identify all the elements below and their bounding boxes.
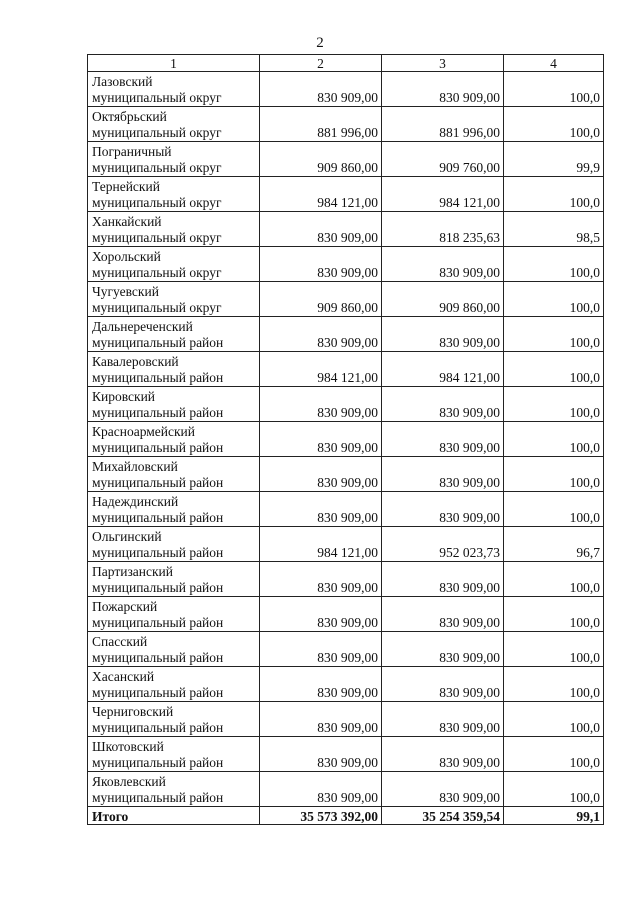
municipality-type: муниципальный округ <box>92 230 222 245</box>
municipality-name-cell <box>88 177 260 212</box>
municipality-type: муниципальный округ <box>92 125 222 140</box>
municipality-type: муниципальный район <box>92 580 224 595</box>
percent-cell: 100,0 <box>504 772 604 807</box>
plan-amount-cell: 830 909,00 <box>260 492 382 527</box>
municipality-name: Михайловский <box>92 459 178 474</box>
table-row <box>88 632 604 667</box>
table-header <box>88 55 604 72</box>
municipality-name: Яковлевский <box>92 774 166 789</box>
municipality-name: Кавалеровский <box>92 354 179 369</box>
fact-amount-cell: 984 121,00 <box>382 352 504 387</box>
fact-amount-cell: 830 909,00 <box>382 492 504 527</box>
fact-amount-cell: 830 909,00 <box>382 457 504 492</box>
table-row <box>88 72 604 107</box>
percent-cell: 100,0 <box>504 317 604 352</box>
percent-cell: 100,0 <box>504 597 604 632</box>
table-row <box>88 667 604 702</box>
municipality-name-cell <box>88 317 260 352</box>
municipality-type: муниципальный район <box>92 370 224 385</box>
plan-amount-cell: 830 909,00 <box>260 457 382 492</box>
fact-amount-cell: 830 909,00 <box>382 562 504 597</box>
fact-amount-cell: 830 909,00 <box>382 597 504 632</box>
municipality-name: Спасский <box>92 634 148 649</box>
fact-amount-cell: 830 909,00 <box>382 737 504 772</box>
table-row <box>88 562 604 597</box>
table-row <box>88 282 604 317</box>
fact-amount-cell: 830 909,00 <box>382 632 504 667</box>
municipality-name-cell <box>88 352 260 387</box>
percent-cell: 100,0 <box>504 632 604 667</box>
plan-amount-cell: 909 860,00 <box>260 142 382 177</box>
plan-amount-cell: 984 121,00 <box>260 352 382 387</box>
fact-amount-cell: 830 909,00 <box>382 702 504 737</box>
table-row <box>88 422 604 457</box>
municipality-type: муниципальный район <box>92 475 224 490</box>
table-row <box>88 597 604 632</box>
table-body <box>88 72 604 825</box>
fact-amount-cell: 984 121,00 <box>382 177 504 212</box>
municipality-type: муниципальный округ <box>92 265 222 280</box>
percent-cell: 96,7 <box>504 527 604 562</box>
percent-cell: 100,0 <box>504 737 604 772</box>
municipality-name: Черниговский <box>92 704 174 719</box>
table-row <box>88 177 604 212</box>
header-row <box>88 55 604 72</box>
fact-amount-cell: 909 860,00 <box>382 282 504 317</box>
percent-cell: 100,0 <box>504 247 604 282</box>
table-row <box>88 212 604 247</box>
fact-amount-cell: 830 909,00 <box>382 667 504 702</box>
municipality-type: муниципальный район <box>92 720 224 735</box>
municipality-name: Октябрьский <box>92 109 167 124</box>
fact-amount-cell: 830 909,00 <box>382 72 504 107</box>
plan-amount-cell: 830 909,00 <box>260 212 382 247</box>
table-row <box>88 527 604 562</box>
total-plan: 35 573 392,00 <box>260 807 382 825</box>
municipality-name-cell <box>88 527 260 562</box>
municipality-type: муниципальный район <box>92 405 224 420</box>
plan-amount-cell: 830 909,00 <box>260 632 382 667</box>
plan-amount-cell: 830 909,00 <box>260 387 382 422</box>
fact-amount-cell: 909 760,00 <box>382 142 504 177</box>
municipality-name-cell <box>88 457 260 492</box>
municipality-name-cell <box>88 737 260 772</box>
municipality-name: Ольгинский <box>92 529 162 544</box>
plan-amount-cell: 830 909,00 <box>260 562 382 597</box>
header-col-1: 1 <box>88 55 260 72</box>
municipality-type: муниципальный район <box>92 510 224 525</box>
municipality-name-cell <box>88 667 260 702</box>
municipality-name: Тернейский <box>92 179 160 194</box>
municipality-name-cell <box>88 702 260 737</box>
fact-amount-cell: 952 023,73 <box>382 527 504 562</box>
municipality-name: Хорольский <box>92 249 161 264</box>
municipality-name: Хасанский <box>92 669 155 684</box>
percent-cell: 100,0 <box>504 282 604 317</box>
table-row <box>88 702 604 737</box>
fact-amount-cell: 818 235,63 <box>382 212 504 247</box>
municipality-name-cell <box>88 72 260 107</box>
municipality-name-cell <box>88 282 260 317</box>
municipality-type: муниципальный район <box>92 685 224 700</box>
municipality-name-cell <box>88 107 260 142</box>
fact-amount-cell: 830 909,00 <box>382 247 504 282</box>
percent-cell: 100,0 <box>504 72 604 107</box>
plan-amount-cell: 830 909,00 <box>260 702 382 737</box>
municipality-type: муниципальный район <box>92 335 224 350</box>
table-row <box>88 387 604 422</box>
municipality-type: муниципальный округ <box>92 300 222 315</box>
municipality-type: муниципальный район <box>92 755 224 770</box>
municipality-name-cell <box>88 212 260 247</box>
municipality-name-cell <box>88 387 260 422</box>
table-row <box>88 492 604 527</box>
municipality-name-cell <box>88 632 260 667</box>
fact-amount-cell: 830 909,00 <box>382 422 504 457</box>
percent-cell: 100,0 <box>504 387 604 422</box>
percent-cell: 100,0 <box>504 667 604 702</box>
header-col-2: 2 <box>260 55 382 72</box>
municipality-name-cell <box>88 492 260 527</box>
total-fact: 35 254 359,54 <box>382 807 504 825</box>
page-number: 2 <box>316 35 324 51</box>
municipality-name: Дальнереченский <box>92 319 193 334</box>
municipality-name-cell <box>88 597 260 632</box>
municipality-name: Партизанский <box>92 564 173 579</box>
total-percent: 99,1 <box>504 807 604 825</box>
percent-cell: 100,0 <box>504 177 604 212</box>
plan-amount-cell: 830 909,00 <box>260 422 382 457</box>
plan-amount-cell: 830 909,00 <box>260 737 382 772</box>
municipality-type: муниципальный район <box>92 615 224 630</box>
plan-amount-cell: 830 909,00 <box>260 772 382 807</box>
municipality-name: Красноармейский <box>92 424 196 439</box>
fact-amount-cell: 830 909,00 <box>382 772 504 807</box>
table-row <box>88 142 604 177</box>
municipality-name: Чугуевский <box>92 284 159 299</box>
table-row <box>88 457 604 492</box>
municipality-type: муниципальный округ <box>92 195 222 210</box>
fact-amount-cell: 830 909,00 <box>382 387 504 422</box>
municipality-name-cell <box>88 772 260 807</box>
municipality-type: муниципальный район <box>92 440 224 455</box>
plan-amount-cell: 830 909,00 <box>260 72 382 107</box>
plan-amount-cell: 984 121,00 <box>260 527 382 562</box>
table-row <box>88 352 604 387</box>
municipality-name: Лазовский <box>92 74 153 89</box>
plan-amount-cell: 909 860,00 <box>260 282 382 317</box>
percent-cell: 100,0 <box>504 352 604 387</box>
table-row <box>88 737 604 772</box>
header-col-3: 3 <box>382 55 504 72</box>
percent-cell: 99,9 <box>504 142 604 177</box>
table-row <box>88 772 604 807</box>
municipality-name: Пограничный <box>92 144 172 159</box>
percent-cell: 100,0 <box>504 562 604 597</box>
total-label: Итого <box>88 807 260 825</box>
municipality-type: муниципальный округ <box>92 90 222 105</box>
municipality-name: Пожарский <box>92 599 158 614</box>
municipality-name-cell <box>88 247 260 282</box>
municipality-type: муниципальный округ <box>92 160 222 175</box>
municipality-name: Шкотовский <box>92 739 164 754</box>
municipality-name-cell <box>88 562 260 597</box>
plan-amount-cell: 830 909,00 <box>260 597 382 632</box>
table-row <box>88 107 604 142</box>
plan-amount-cell: 830 909,00 <box>260 667 382 702</box>
percent-cell: 100,0 <box>504 422 604 457</box>
municipality-name-cell <box>88 422 260 457</box>
total-row <box>88 807 604 825</box>
municipality-name-cell <box>88 142 260 177</box>
report-table <box>87 54 604 825</box>
municipality-name: Надеждинский <box>92 494 179 509</box>
percent-cell: 100,0 <box>504 492 604 527</box>
percent-cell: 100,0 <box>504 107 604 142</box>
percent-cell: 98,5 <box>504 212 604 247</box>
table-row <box>88 247 604 282</box>
plan-amount-cell: 830 909,00 <box>260 317 382 352</box>
plan-amount-cell: 830 909,00 <box>260 247 382 282</box>
fact-amount-cell: 830 909,00 <box>382 317 504 352</box>
header-col-4: 4 <box>504 55 604 72</box>
municipality-name: Кировский <box>92 389 156 404</box>
percent-cell: 100,0 <box>504 457 604 492</box>
percent-cell: 100,0 <box>504 702 604 737</box>
fact-amount-cell: 881 996,00 <box>382 107 504 142</box>
plan-amount-cell: 881 996,00 <box>260 107 382 142</box>
municipality-type: муниципальный район <box>92 545 224 560</box>
plan-amount-cell: 984 121,00 <box>260 177 382 212</box>
municipality-type: муниципальный район <box>92 650 224 665</box>
municipality-type: муниципальный район <box>92 790 224 805</box>
municipality-name: Ханкайский <box>92 214 162 229</box>
table-row <box>88 317 604 352</box>
